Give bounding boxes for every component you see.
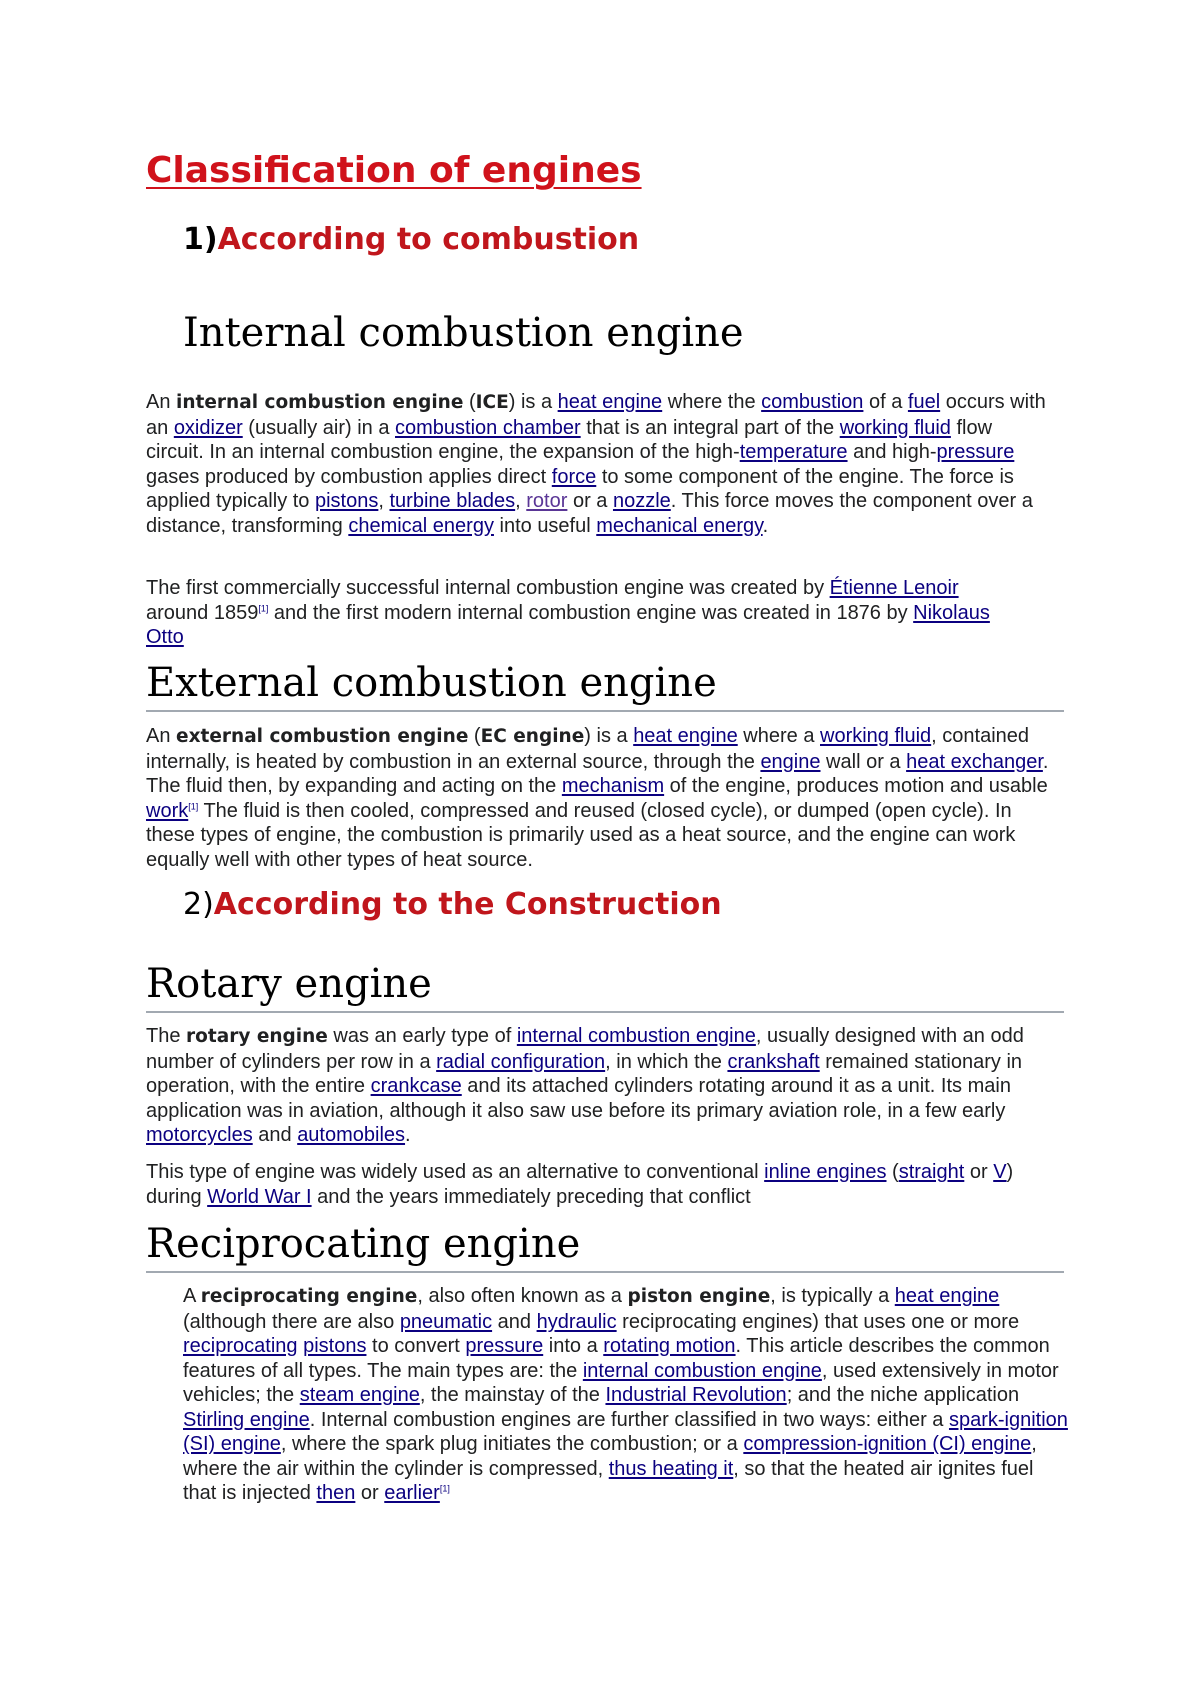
link-straight[interactable]: straight	[898, 1161, 965, 1183]
reference-marker[interactable]: [1]	[188, 800, 199, 811]
link-pressure[interactable]: pressure	[936, 441, 1015, 463]
link-nikolaus-otto[interactable]: Nikolaus Otto	[146, 601, 990, 648]
category-heading-construction	[183, 887, 722, 922]
paragraph-rotary-definition: The rotary engine was an early type of internal combustion engine, usually designed with an odd number of cylinders per row in a radial configuration, in which the crankshaft remained stationary in operation, with the entire crankcase and its attached cylinders rotating around it as a unit. Its main application was in aviation, although it also saw use before its primary aviation role, in a few early motorcycles and automobiles.	[146, 1025, 1024, 1146]
link-engine[interactable]: engine	[760, 750, 821, 773]
link-internal-combustion-engine[interactable]: internal combustion engine	[516, 1025, 756, 1047]
paragraph-rotary-usage: This type of engine was widely used as an alternative to conventional inline engines (straight or V) during World War I and the years immediately preceding that conflict	[146, 1161, 1014, 1208]
link-pistons[interactable]: pistons	[303, 1335, 367, 1357]
link-mechanism[interactable]: mechanism	[561, 775, 665, 797]
link-etienne-lenoir[interactable]: Étienne Lenoir	[829, 577, 959, 599]
link-crankshaft[interactable]: crankshaft	[727, 1050, 820, 1073]
link-combustion-chamber[interactable]: combustion chamber	[395, 416, 581, 439]
link-combustion[interactable]: combustion	[761, 391, 864, 413]
page-title: Classification of engines	[146, 150, 642, 191]
link-nozzle[interactable]: nozzle	[612, 490, 671, 512]
link-heat-engine[interactable]: heat engine	[894, 1285, 1000, 1307]
link-pistons[interactable]: pistons	[314, 490, 379, 512]
heading-internal-combustion: Internal combustion engine	[183, 310, 744, 356]
category-number: 1)	[183, 222, 218, 257]
link-work[interactable]: work	[146, 799, 189, 822]
link-working-fluid[interactable]: working fluid	[839, 416, 951, 439]
link-stirling-engine[interactable]: Stirling engine	[183, 1408, 310, 1431]
link-chemical-energy[interactable]: chemical energy	[348, 514, 494, 537]
link-force[interactable]: force	[551, 465, 597, 488]
paragraph-ice-definition: An internal combustion engine (ICE) is a heat engine where the combustion of a fuel occurs with an oxidizer (usually air) in a combustion chamber that is an integral part of the working fluid flow circuit. In an internal combustion engine, the expansion of the high-temperature and high-pressure gases produced by combustion applies direct force to some component of the engine. The force is applied typically to pistons, turbine blades, rotor or a nozzle. This force moves the component over a distance, transforming chemical energy into useful mechanical energy.	[146, 391, 1046, 537]
category-heading-combustion	[183, 222, 639, 257]
category-number: 2)	[183, 887, 214, 922]
link-radial-configuration[interactable]: radial configuration	[436, 1050, 606, 1073]
link-heat-engine[interactable]: heat engine	[557, 391, 663, 413]
link-heat-exchanger[interactable]: heat exchanger	[906, 750, 1043, 773]
reference-marker[interactable]: [1]	[439, 1483, 450, 1494]
category-label: According to the Construction	[213, 887, 722, 922]
link-earlier[interactable]: earlier	[384, 1482, 440, 1504]
link-world-war-i[interactable]: World War I	[207, 1185, 312, 1208]
link-heat-engine[interactable]: heat engine	[633, 725, 738, 747]
link-working-fluid[interactable]: working fluid	[820, 725, 932, 747]
link-rotating-motion[interactable]: rotating motion	[603, 1335, 736, 1357]
reference-marker[interactable]: [1]	[258, 602, 269, 613]
link-industrial-revolution[interactable]: Industrial Revolution	[605, 1384, 787, 1406]
link-rotor[interactable]: rotor	[526, 490, 568, 512]
link-automobiles[interactable]: automobiles	[297, 1124, 406, 1146]
link-fuel[interactable]: fuel	[907, 391, 941, 413]
link-then[interactable]: then	[316, 1482, 356, 1504]
heading-rotary-engine: Rotary engine	[146, 959, 1064, 1013]
link-spark-ignition-engine[interactable]: spark-ignition (SI) engine	[183, 1408, 1068, 1455]
link-inline-engines[interactable]: inline engines	[764, 1161, 887, 1183]
link-v[interactable]: V	[993, 1161, 1007, 1183]
link-turbine-blades[interactable]: turbine blades	[389, 490, 516, 512]
link-temperature[interactable]: temperature	[739, 441, 848, 463]
link-reciprocating[interactable]: reciprocating	[183, 1335, 298, 1357]
paragraph-ece-definition: An external combustion engine (EC engine) is a heat engine where a working fluid, contained internally, is heated by combustion in an external source, through the engine wall or a heat exchanger. The fluid then, by expanding and acting on the mechanism of the engine, produces motion and usable work[1] The fluid is then cooled, compressed and reused (closed cycle), or dumped (open cycle). In these types of engine, the combustion is primarily used as a heat source, and the engine can work equally well with other types of heat source.	[146, 725, 1049, 871]
link-compression-ignition-engine[interactable]: compression-ignition (CI) engine	[743, 1433, 1032, 1455]
heading-external-combustion: External combustion engine	[146, 658, 1064, 712]
paragraph-ice-history: The first commercially successful internal combustion engine was created by Étienne Lenoir around 1859[1] and the first modern internal combustion engine was created in 1876 by Nikolaus Otto	[146, 577, 990, 648]
link-crankcase[interactable]: crankcase	[370, 1075, 462, 1097]
link-internal-combustion-engine[interactable]: internal combustion engine	[582, 1359, 822, 1382]
link-steam-engine[interactable]: steam engine	[299, 1384, 420, 1406]
category-label: According to combustion	[217, 222, 640, 257]
link-thus-heating-it[interactable]: thus heating it	[608, 1457, 734, 1480]
link-oxidizer[interactable]: oxidizer	[173, 416, 243, 439]
link-pneumatic[interactable]: pneumatic	[399, 1310, 493, 1333]
heading-reciprocating-engine: Reciprocating engine	[146, 1219, 1064, 1273]
link-hydraulic[interactable]: hydraulic	[536, 1310, 617, 1333]
paragraph-reciprocating-definition: A reciprocating engine, also often known as a piston engine, is typically a heat engine (although there are also pneumatic and hydraulic reciprocating engines) that uses one or more reciprocating pistons to convert pressure into a rotating motion. This article describes the common features of all types. The main types are: the internal combustion engine, used extensively in motor vehicles; the steam engine, the mainstay of the Industrial Revolution; and the niche application Stirling engine. Internal combustion engines are further classified in two ways: either a spark-ignition (SI) engine, where the spark plug initiates the combustion; or a compression-ignition (CI) engine, where the air within the cylinder is compressed, thus heating it, so that the heated air ignites fuel that is injected then or earlier[1]	[183, 1285, 1068, 1504]
link-pressure[interactable]: pressure	[465, 1335, 544, 1357]
link-motorcycles[interactable]: motorcycles	[146, 1124, 253, 1146]
link-mechanical-energy[interactable]: mechanical energy	[596, 514, 763, 537]
